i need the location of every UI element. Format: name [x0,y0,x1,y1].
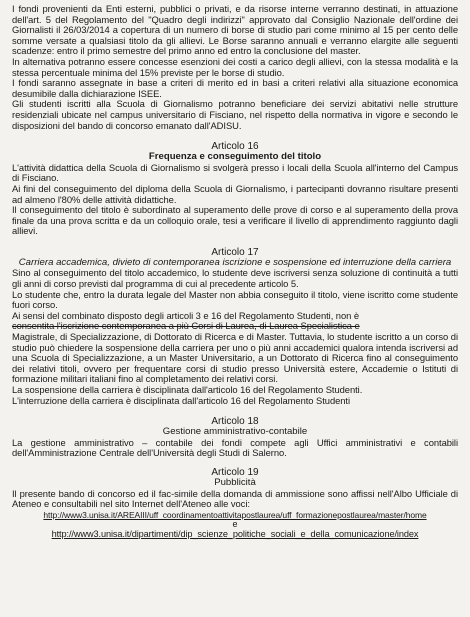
article-19-title: Pubblicità [214,476,256,488]
intro-section [12,4,458,131]
article-17-paragraph-3a: Ai sensi del combinato disposto degli articoli 3 e 16 del Regolamento Studenti, non è [12,309,360,321]
article-18 [12,416,458,459]
article-17-paragraph-3c: Magistrale, di Specializzazione, di Dottorato di Ricerca e di Master. Tuttavia, lo studente iscritto a un corso di studio può chiedere la sospensione della carriera per uno o più anni accademici qualora intenda iscriversi ad una Scuola di Specializzazione, a un Master Universitario, a un Dottorato di Ricerca fino al conseguimento dei relativi titoli, ovvero per frequentare corsi di studio presso Università estere, Accademie o Istituti di formazione militari italiani fino al completamento dei relativi corsi. [12,331,458,385]
article-17-paragraph-5: L'interruzione della carriera è disciplinata dall'articolo 16 del Regolamento Studenti [12,394,351,406]
article-17-paragraph-2: Lo studente che, entro la durata legale del Master non abbia conseguito il titolo, viene iscritto come studente fuori corso. [12,288,458,311]
article-16-paragraph-2: Ai fini del conseguimento del diploma della Scuola di Giornalismo, i partecipanti dovranno risultare presenti ad almeno l'80% delle attività didattiche. [12,182,458,205]
article-17-paragraph-1: Sino al conseguimento del titolo accademico, lo studente deve iscriversi senza soluzione di continuità a tutti gli anni di corso previsti dal programma di cui al precedente articolo 5. [12,267,458,290]
article-18-paragraph-1: La gestione amministrativo – contabile dei fondi compete agli Uffici amministrativi e contabili dell'Amministrazione Centrale dell'Università degli Studi di Salerno. [12,436,458,459]
article-16-number: Articolo 16 [211,141,259,153]
article-17-number: Articolo 17 [211,246,259,258]
article-17 [12,247,458,406]
article-17-title: Carriera accademica, divieto di contemporanea iscrizione e sospensione ed interruzione della carriera [18,256,452,268]
article-19 [12,467,458,540]
intro-paragraph-housing: Gli studenti iscritti alla Scuola di Giornalismo potranno beneficiare dei servizi abitativi nelle strutture residenziali ubicate nel campus universitario di Fisciano, nel rispetto della normativa in vigore e secondo le disposizioni del bando di concorso emanato dall'ADISU. [12,98,458,131]
intro-paragraph-criteria: I fondi saranno assegnate in base a criteri di merito ed in basi a criteri relativi alla situazione economica desumibile dalla dichiarazione ISEE. [12,77,458,99]
article-18-number: Articolo 18 [211,416,259,428]
links-conjunction: e [232,518,238,529]
intro-paragraph-exemptions: In alternativa potranno essere concesse esenzioni dei costi a carico degli allievi, con la stessa modalità e la stessa percentuale minima del 15% previste per le borse di studio. [12,55,458,78]
article-18-title: Gestione amministrativo-contabile [162,426,308,438]
publication-link-2[interactable]: http://www3.unisa.it/dipartimenti/dip_scienze_politiche_sociali_e_della_comunicazione/index [51,528,419,539]
article-17-paragraph-3b-struck: consentita l'iscrizione contemporanea a più Corsi di Laurea, di Laurea Specialistica e [12,320,360,332]
article-16-title: Frequenza e conseguimento del titolo [148,151,322,163]
article-16-paragraph-1: L'attività didattica della Scuola di Giornalismo si svolgerà presso i locali della Scuola all'interno del Campus di Fisciano. [12,161,458,184]
article-19-paragraph-1: Il presente bando di concorso ed il fac-simile della domanda di ammissione sono affissi nell'Albo Ufficiale di Ateneo e consultabili nel sito Internet dell'Ateneo alle voci: [12,487,458,510]
article-19-number: Articolo 19 [211,466,259,478]
article-17-paragraph-4: La sospensione della carriera è disciplinata dall'articolo 16 del Regolamento Studenti. [12,384,363,395]
intro-paragraph-funds: I fondi provenienti da Enti esterni, pubblici o privati, e da risorse interne verranno destinati, in attuazione dell'art. 5 del Regolamento del "Quadro degli indirizzi" approvato dal Consiglio Nazionale dell'ordine dei Giornalisti il 26/03/2014 a copertura di un numero di borse di studio pari come minimo al 15 per cento delle somme versate a qualsiasi titolo da gli allievi. Le Borse saranno annuali e verranno elargite alle seguenti scadenze: entro il primo semestre del primo anno ed entro la conclusione del master. [12,3,458,57]
article-16-paragraph-3: Il conseguimento del titolo è subordinato al superamento delle prove di corso e al superamento della prova finale da una prova scritta e da un colloquio orale, tesi a verificare il livello di apprendimento raggiunto dagli allievi. [12,204,458,237]
article-16 [12,141,458,237]
publication-link-1[interactable]: http://www3.unisa.it/AREAIII/uff_coordinamentoattivitapostlaurea/uff_formazionepostlaurea/master/home [43,509,427,520]
